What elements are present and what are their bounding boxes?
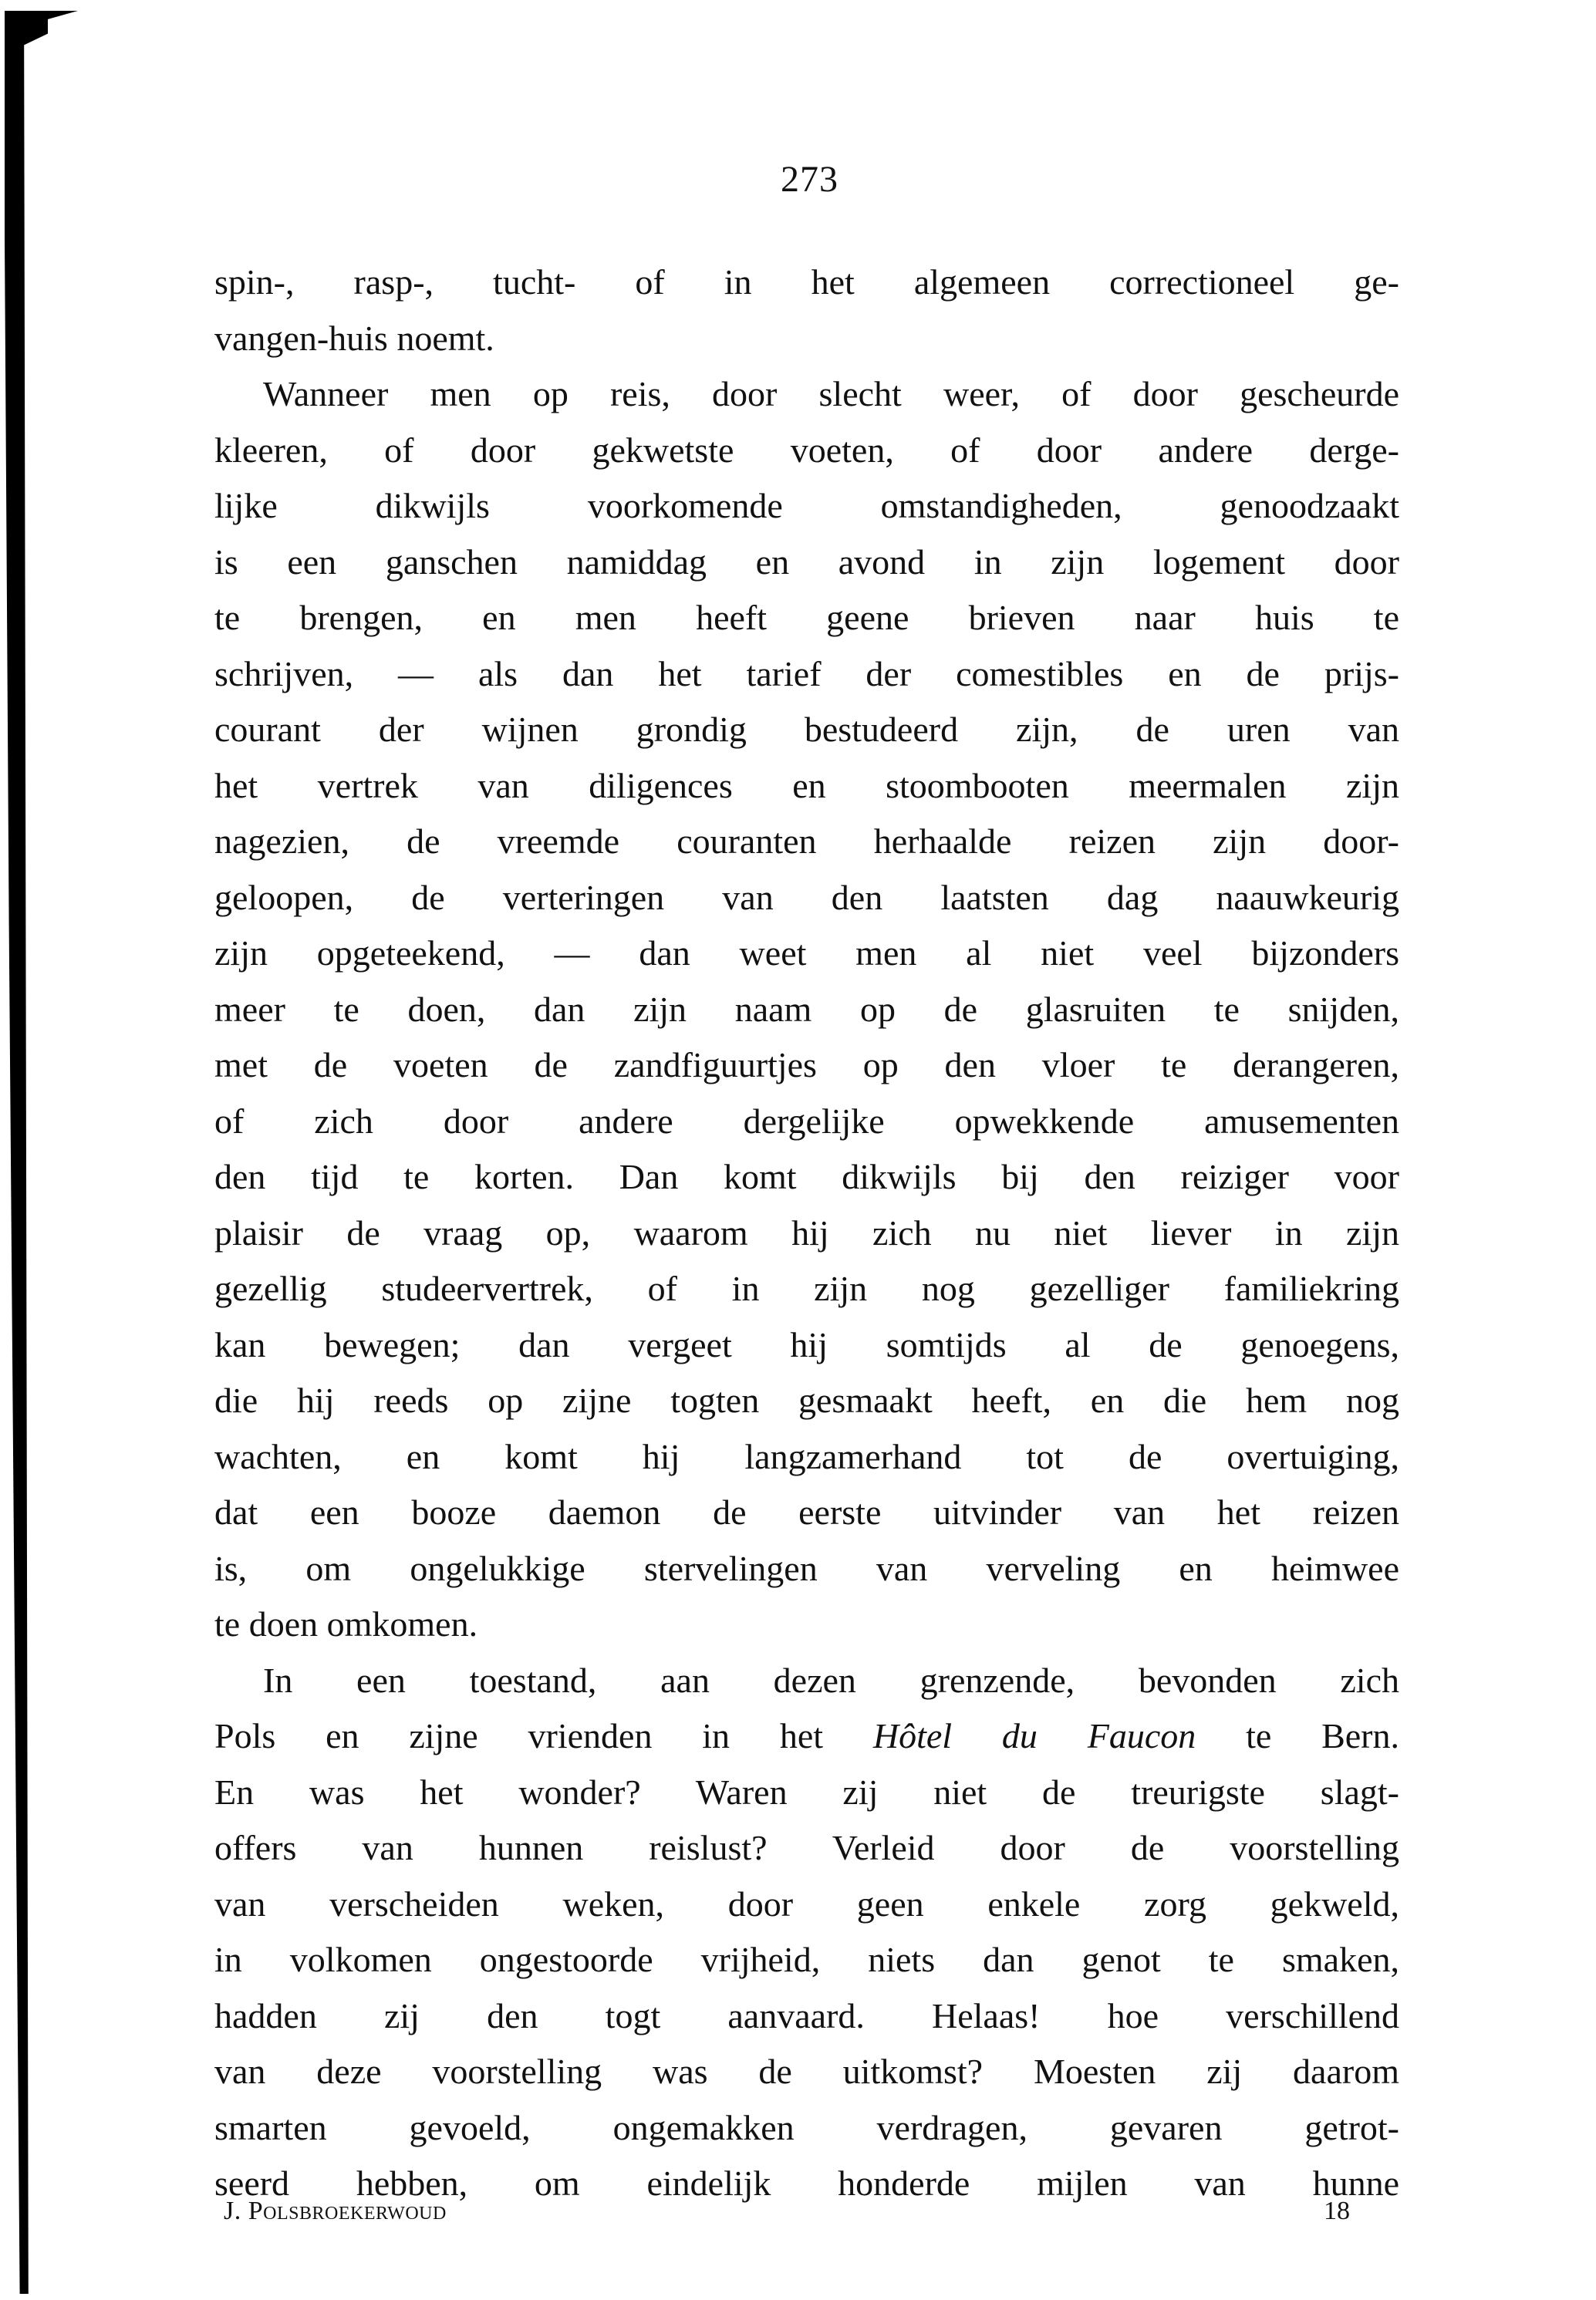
text-line: Wanneer men op reis, door slecht weer, of door gescheurde bbox=[263, 374, 1399, 413]
text-line: En was het wonder? Waren zij niet de treurigste slagt- bbox=[214, 1772, 1399, 1812]
hotel-name-italic: Hôtel du Faucon bbox=[872, 1716, 1196, 1755]
text-line: nagezien, de vreemde couranten herhaalde reizen zijn door- bbox=[214, 821, 1399, 861]
text-line: vangen-huis noemt. bbox=[214, 318, 494, 358]
text-line: plaisir de vraag op, waarom hij zich nu niet liever in zijn bbox=[214, 1212, 1399, 1253]
paragraphs-1-2 bbox=[214, 255, 1399, 1653]
text-line: smarten gevoeld, ongemakken verdragen, gevaren getrot- bbox=[214, 2107, 1399, 2147]
text-line: of zich door andere dergelijke opwekkende amusementen bbox=[214, 1101, 1399, 1141]
text-run: te Bern. bbox=[1196, 1716, 1399, 1755]
text-run: Pols en zijne vrienden in het bbox=[214, 1716, 873, 1755]
text-line: courant der wijnen grondig bestudeerd zijn, de uren van bbox=[214, 710, 1399, 749]
text-line: meer te doen, dan zijn naam op de glasruiten te snijden, bbox=[214, 989, 1399, 1029]
text-line: van deze voorstelling was de uitkomst? Moesten zij daarom bbox=[214, 2052, 1399, 2091]
text-line: In een toestand, aan dezen grenzende, bevonden zich bbox=[263, 1660, 1399, 1700]
text-line: is een ganschen namiddag en avond in zijn logement door bbox=[214, 541, 1399, 582]
text-line: schrijven, — als dan het tarief der comestibles en de prijs- bbox=[214, 653, 1399, 693]
text-line: lijke dikwijls voorkomende omstandigheden, genoodzaakt bbox=[214, 486, 1399, 525]
page-number: 273 bbox=[781, 159, 838, 200]
text-line: hadden zij den togt aanvaard. Helaas! hoe verschillend bbox=[214, 1995, 1399, 2035]
signature-author: J. Polsbroekerwoud bbox=[224, 2197, 447, 2225]
text-line: van verscheiden weken, door geen enkele zorg gekweld, bbox=[214, 1884, 1399, 1924]
text-line: met de voeten de zandfiguurtjes op den vloer te derangeren, bbox=[214, 1045, 1399, 1084]
text-line: kan bewegen; dan vergeet hij somtijds al de genoegens, bbox=[214, 1324, 1399, 1364]
text-line: den tijd te korten. Dan komt dikwijls bij den reiziger voor bbox=[214, 1157, 1399, 1196]
text-line: zijn opgeteekend, — dan weet men al niet veel bijzonders bbox=[214, 933, 1399, 973]
text-line: offers van hunnen reislust? Verleid door de voorstelling bbox=[214, 1828, 1399, 1867]
text-line: het vertrek van diligences en stoombooten meermalen zijn bbox=[214, 765, 1399, 805]
text-line: spin-, rasp-, tucht- of in het algemeen correctioneel ge- bbox=[214, 262, 1399, 302]
text-line bbox=[214, 1708, 1399, 1765]
text-line: geloopen, de verteringen van den laatsten dag naauwkeurig bbox=[214, 877, 1399, 917]
signature-mark: 18 bbox=[1324, 2197, 1350, 2225]
text-line: is, om ongelukkige stervelingen van verveling en heimwee bbox=[214, 1548, 1399, 1588]
text-line: gezellig studeervertrek, of in zijn nog gezelliger familiekring bbox=[214, 1269, 1399, 1308]
text-line: seerd hebben, om eindelijk honderde mijlen van hunne bbox=[214, 2163, 1399, 2203]
body-text bbox=[214, 255, 1399, 2212]
book-binding-edge bbox=[5, 11, 48, 2294]
text-line: die hij reeds op zijne togten gesmaakt heeft, en die hem nog bbox=[214, 1381, 1399, 1420]
text-line: in volkomen ongestoorde vrijheid, niets dan genot te smaken, bbox=[214, 1940, 1399, 1979]
text-line: te brengen, en men heeft geene brieven naar huis te bbox=[214, 598, 1399, 637]
text-line: kleeren, of door gekwetste voeten, of door andere derge- bbox=[214, 430, 1399, 470]
text-line: dat een booze daemon de eerste uitvinder van het reizen bbox=[214, 1492, 1399, 1532]
text-line: te doen omkomen. bbox=[214, 1604, 478, 1644]
page-footer bbox=[224, 2197, 1350, 2235]
text-line: wachten, en komt hij langzamerhand tot de overtuiging, bbox=[214, 1436, 1399, 1476]
paragraph-3 bbox=[214, 1653, 1399, 2212]
